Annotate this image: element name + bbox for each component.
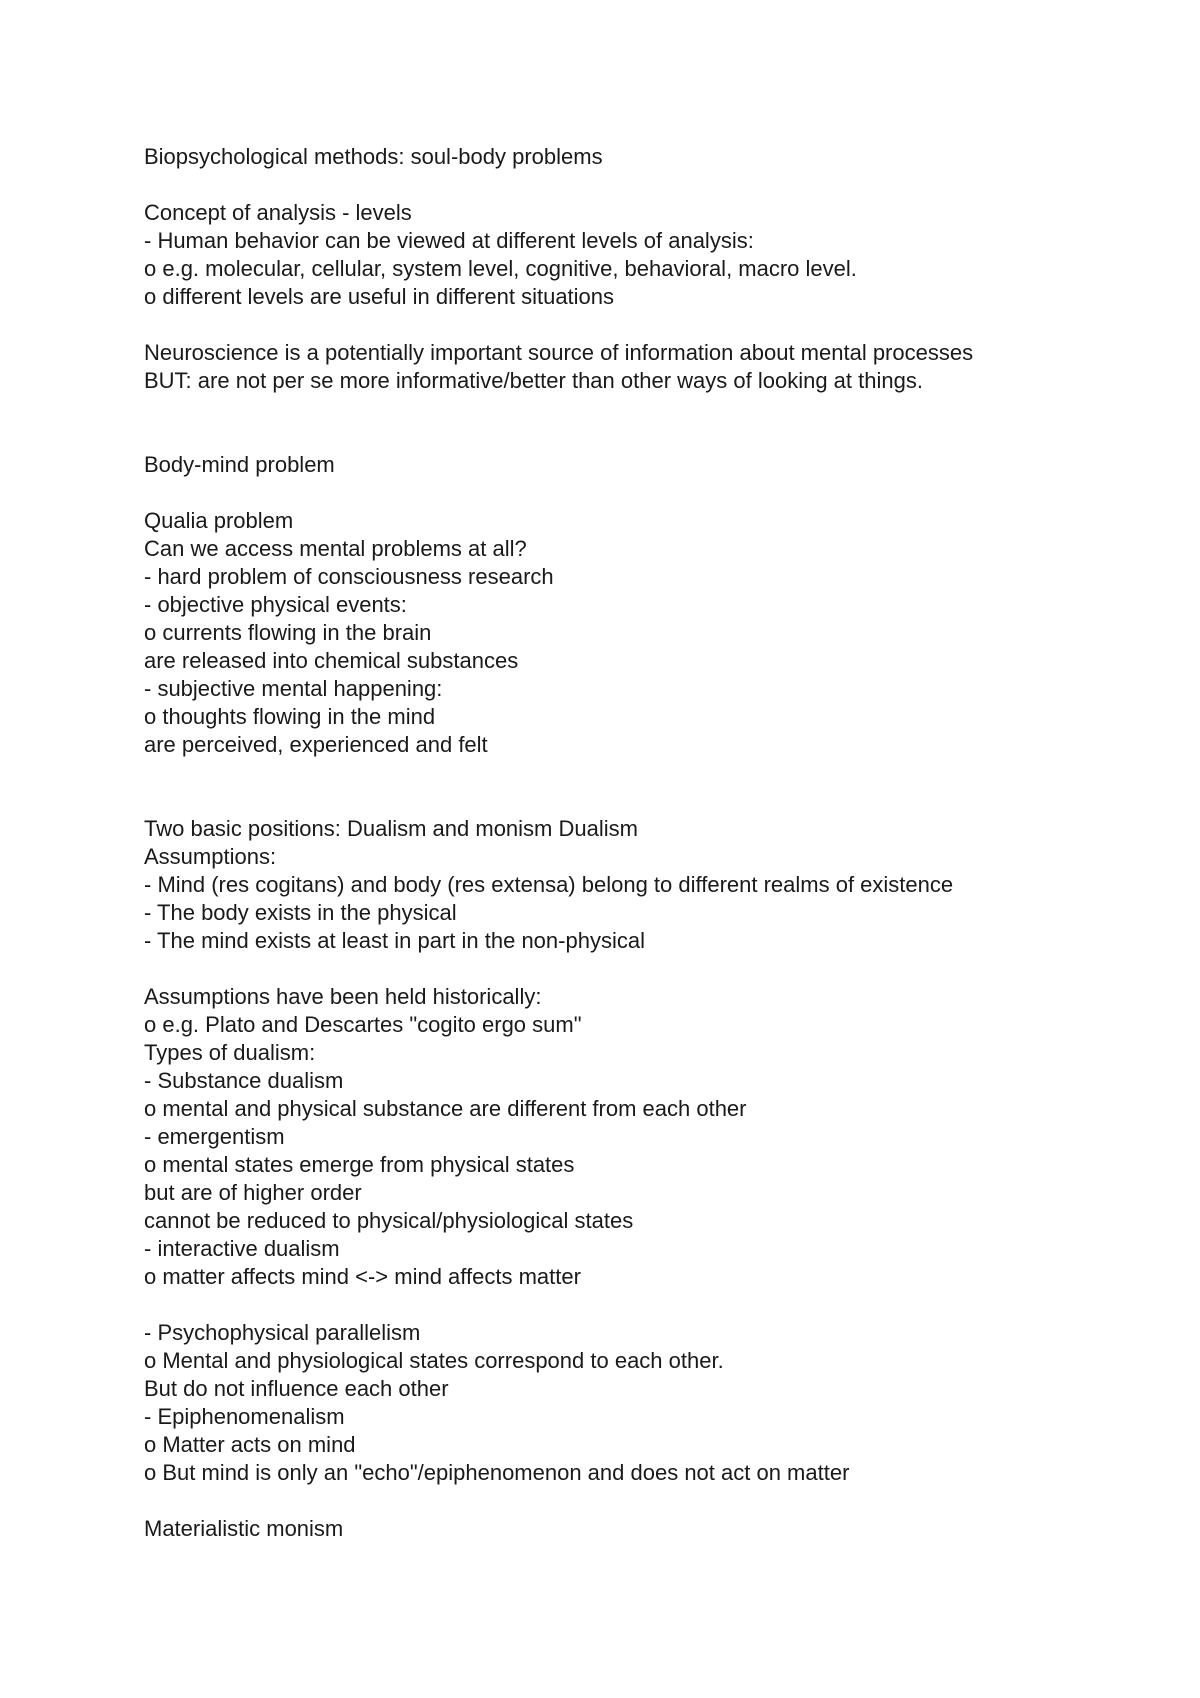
text-line: o e.g. Plato and Descartes "cogito ergo sum" [144,1012,582,1037]
text-line: - Psychophysical parallelism [144,1320,421,1345]
text-line: are perceived, experienced and felt [144,732,488,757]
text-line: o e.g. molecular, cellular, system level, cognitive, behavioral, macro level. [144,256,857,281]
blank-line [144,311,1144,339]
text-line: - Human behavior can be viewed at different levels of analysis: [144,228,754,253]
text-line: - Mind (res cogitans) and body (res extensa) belong to different realms of existence [144,872,954,897]
text-line: o But mind is only an "echo"/epiphenomenon and does not act on matter [144,1460,850,1485]
text-line: - subjective mental happening: [144,676,443,701]
blank-line [144,423,1144,451]
text-line: o mental and physical substance are different from each other [144,1096,747,1121]
section-heading: Two basic positions: Dualism and monism Dualism [144,816,638,841]
section-heading: Concept of analysis - levels [144,200,412,225]
blank-line [144,395,1144,423]
text-line: - objective physical events: [144,592,407,617]
blank-line [144,1291,1144,1319]
text-line: - interactive dualism [144,1236,340,1261]
text-line: - emergentism [144,1124,285,1149]
text-line: o Mental and physiological states correspond to each other. [144,1348,724,1373]
text-line: o mental states emerge from physical states [144,1152,575,1177]
text-line: - The mind exists at least in part in the non-physical [144,928,645,953]
text-line: are released into chemical substances [144,648,519,673]
blank-line [144,787,1144,815]
text-line: - hard problem of consciousness research [144,564,554,589]
blank-line [144,479,1144,507]
blank-line [144,1487,1144,1515]
blank-line [144,955,1144,983]
text-line: o thoughts flowing in the mind [144,704,436,729]
text-line: o currents flowing in the brain [144,620,432,645]
text-line: Assumptions have been held historically: [144,984,542,1009]
blank-line [144,759,1144,787]
document-title: Biopsychological methods: soul-body problems [144,144,603,169]
section-heading: Body-mind problem [144,452,335,477]
text-line: o Matter acts on mind [144,1432,356,1457]
text-line: o matter affects mind <-> mind affects matter [144,1264,581,1289]
text-line: - Substance dualism [144,1068,344,1093]
section-heading: Materialistic monism [144,1516,344,1541]
section-heading: Qualia problem [144,508,294,533]
text-line: o different levels are useful in different situations [144,284,615,309]
text-line: But do not influence each other [144,1376,449,1401]
text-line: - Epiphenomenalism [144,1404,345,1429]
blank-line [144,171,1144,199]
text-line: Can we access mental problems at all? [144,536,527,561]
text-line: Assumptions: [144,844,277,869]
document-body [144,143,1144,1543]
text-line: but are of higher order [144,1180,362,1205]
text-line: cannot be reduced to physical/physiological states [144,1208,634,1233]
text-line: BUT: are not per se more informative/better than other ways of looking at things. [144,368,923,393]
text-line: Neuroscience is a potentially important source of information about mental processes [144,340,974,365]
text-line: - The body exists in the physical [144,900,457,925]
text-line: Types of dualism: [144,1040,316,1065]
